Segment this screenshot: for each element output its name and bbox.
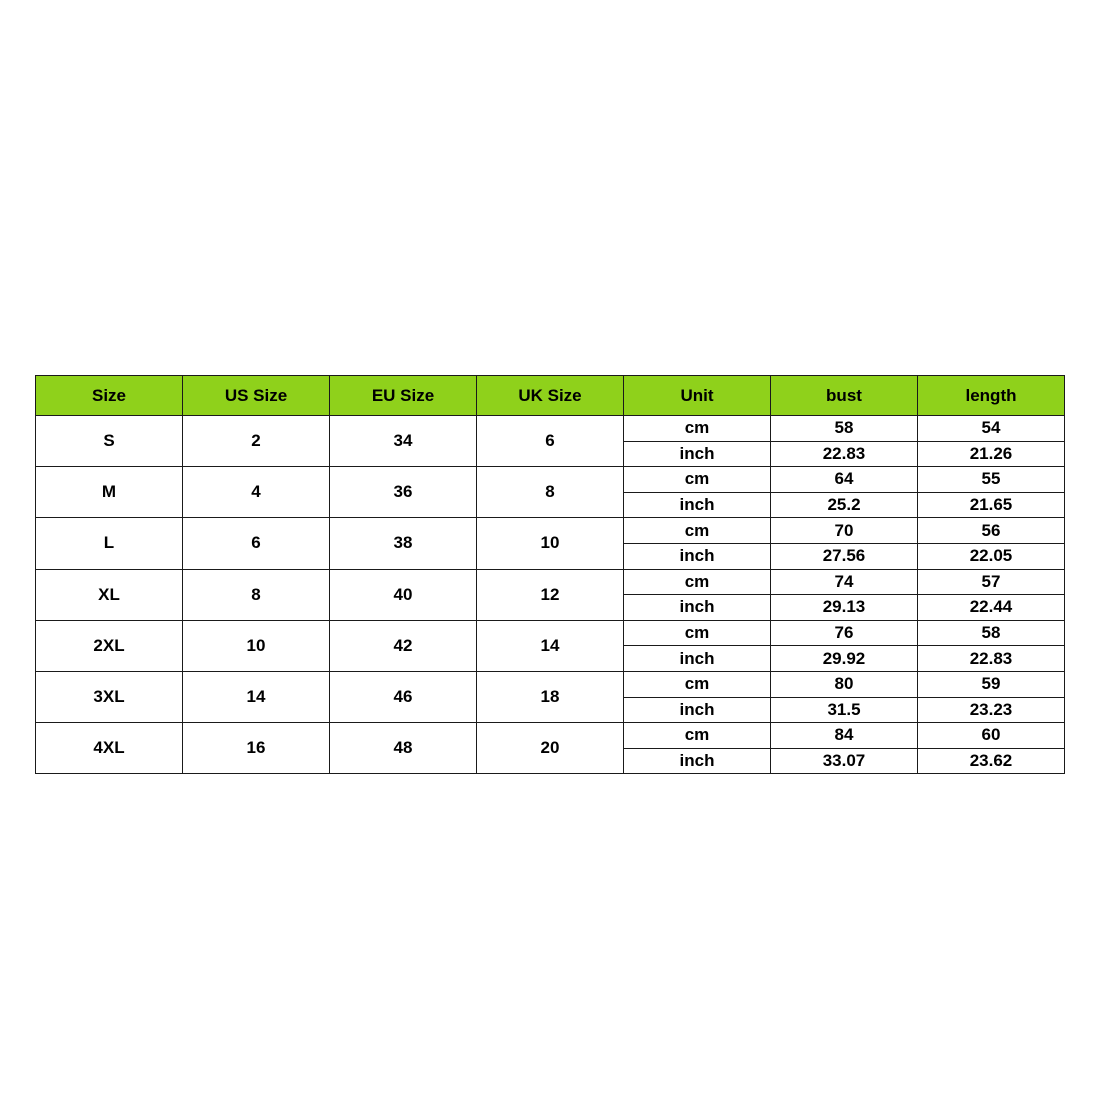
us-size-cell: 8 (183, 569, 330, 620)
header-unit: Unit (624, 376, 771, 416)
header-size: Size (36, 376, 183, 416)
uk-size-cell: 12 (477, 569, 624, 620)
unit-cell: cm (624, 569, 771, 595)
uk-size-cell: 10 (477, 518, 624, 569)
bust-cell: 70 (771, 518, 918, 544)
size-cell: S (36, 416, 183, 467)
eu-size-cell: 34 (330, 416, 477, 467)
bust-cell: 25.2 (771, 492, 918, 518)
us-size-cell: 16 (183, 723, 330, 774)
length-cell: 21.26 (918, 441, 1065, 467)
table-row (36, 620, 1065, 646)
length-cell: 59 (918, 671, 1065, 697)
us-size-cell: 10 (183, 620, 330, 671)
bust-cell: 58 (771, 416, 918, 442)
table-row (36, 723, 1065, 749)
unit-cell: inch (624, 595, 771, 621)
unit-cell: inch (624, 697, 771, 723)
table-row (36, 518, 1065, 544)
size-chart-table (35, 375, 1065, 774)
length-cell: 22.44 (918, 595, 1065, 621)
bust-cell: 76 (771, 620, 918, 646)
eu-size-cell: 40 (330, 569, 477, 620)
unit-cell: inch (624, 543, 771, 569)
us-size-cell: 4 (183, 467, 330, 518)
eu-size-cell: 46 (330, 671, 477, 722)
eu-size-cell: 36 (330, 467, 477, 518)
unit-cell: inch (624, 646, 771, 672)
size-cell: L (36, 518, 183, 569)
eu-size-cell: 48 (330, 723, 477, 774)
uk-size-cell: 14 (477, 620, 624, 671)
size-cell: 4XL (36, 723, 183, 774)
bust-cell: 22.83 (771, 441, 918, 467)
header-eu-size: EU Size (330, 376, 477, 416)
header-length: length (918, 376, 1065, 416)
length-cell: 22.83 (918, 646, 1065, 672)
bust-cell: 74 (771, 569, 918, 595)
length-cell: 23.23 (918, 697, 1065, 723)
bust-cell: 33.07 (771, 748, 918, 774)
size-chart-header (36, 376, 1065, 416)
table-row (36, 416, 1065, 442)
header-row (36, 376, 1065, 416)
length-cell: 57 (918, 569, 1065, 595)
bust-cell: 31.5 (771, 697, 918, 723)
eu-size-cell: 38 (330, 518, 477, 569)
bust-cell: 29.92 (771, 646, 918, 672)
eu-size-cell: 42 (330, 620, 477, 671)
uk-size-cell: 20 (477, 723, 624, 774)
length-cell: 21.65 (918, 492, 1065, 518)
length-cell: 56 (918, 518, 1065, 544)
us-size-cell: 6 (183, 518, 330, 569)
unit-cell: cm (624, 518, 771, 544)
size-cell: 2XL (36, 620, 183, 671)
unit-cell: cm (624, 416, 771, 442)
header-us-size: US Size (183, 376, 330, 416)
uk-size-cell: 18 (477, 671, 624, 722)
size-cell: M (36, 467, 183, 518)
length-cell: 22.05 (918, 543, 1065, 569)
size-cell: XL (36, 569, 183, 620)
unit-cell: cm (624, 723, 771, 749)
size-cell: 3XL (36, 671, 183, 722)
uk-size-cell: 8 (477, 467, 624, 518)
us-size-cell: 14 (183, 671, 330, 722)
length-cell: 58 (918, 620, 1065, 646)
table-row (36, 671, 1065, 697)
bust-cell: 80 (771, 671, 918, 697)
table-row (36, 569, 1065, 595)
length-cell: 60 (918, 723, 1065, 749)
unit-cell: cm (624, 671, 771, 697)
bust-cell: 84 (771, 723, 918, 749)
size-chart-body (36, 416, 1065, 774)
uk-size-cell: 6 (477, 416, 624, 467)
us-size-cell: 2 (183, 416, 330, 467)
length-cell: 23.62 (918, 748, 1065, 774)
length-cell: 55 (918, 467, 1065, 493)
length-cell: 54 (918, 416, 1065, 442)
header-uk-size: UK Size (477, 376, 624, 416)
header-bust: bust (771, 376, 918, 416)
bust-cell: 64 (771, 467, 918, 493)
unit-cell: cm (624, 620, 771, 646)
unit-cell: inch (624, 441, 771, 467)
unit-cell: inch (624, 492, 771, 518)
bust-cell: 29.13 (771, 595, 918, 621)
unit-cell: cm (624, 467, 771, 493)
table-row (36, 467, 1065, 493)
bust-cell: 27.56 (771, 543, 918, 569)
unit-cell: inch (624, 748, 771, 774)
